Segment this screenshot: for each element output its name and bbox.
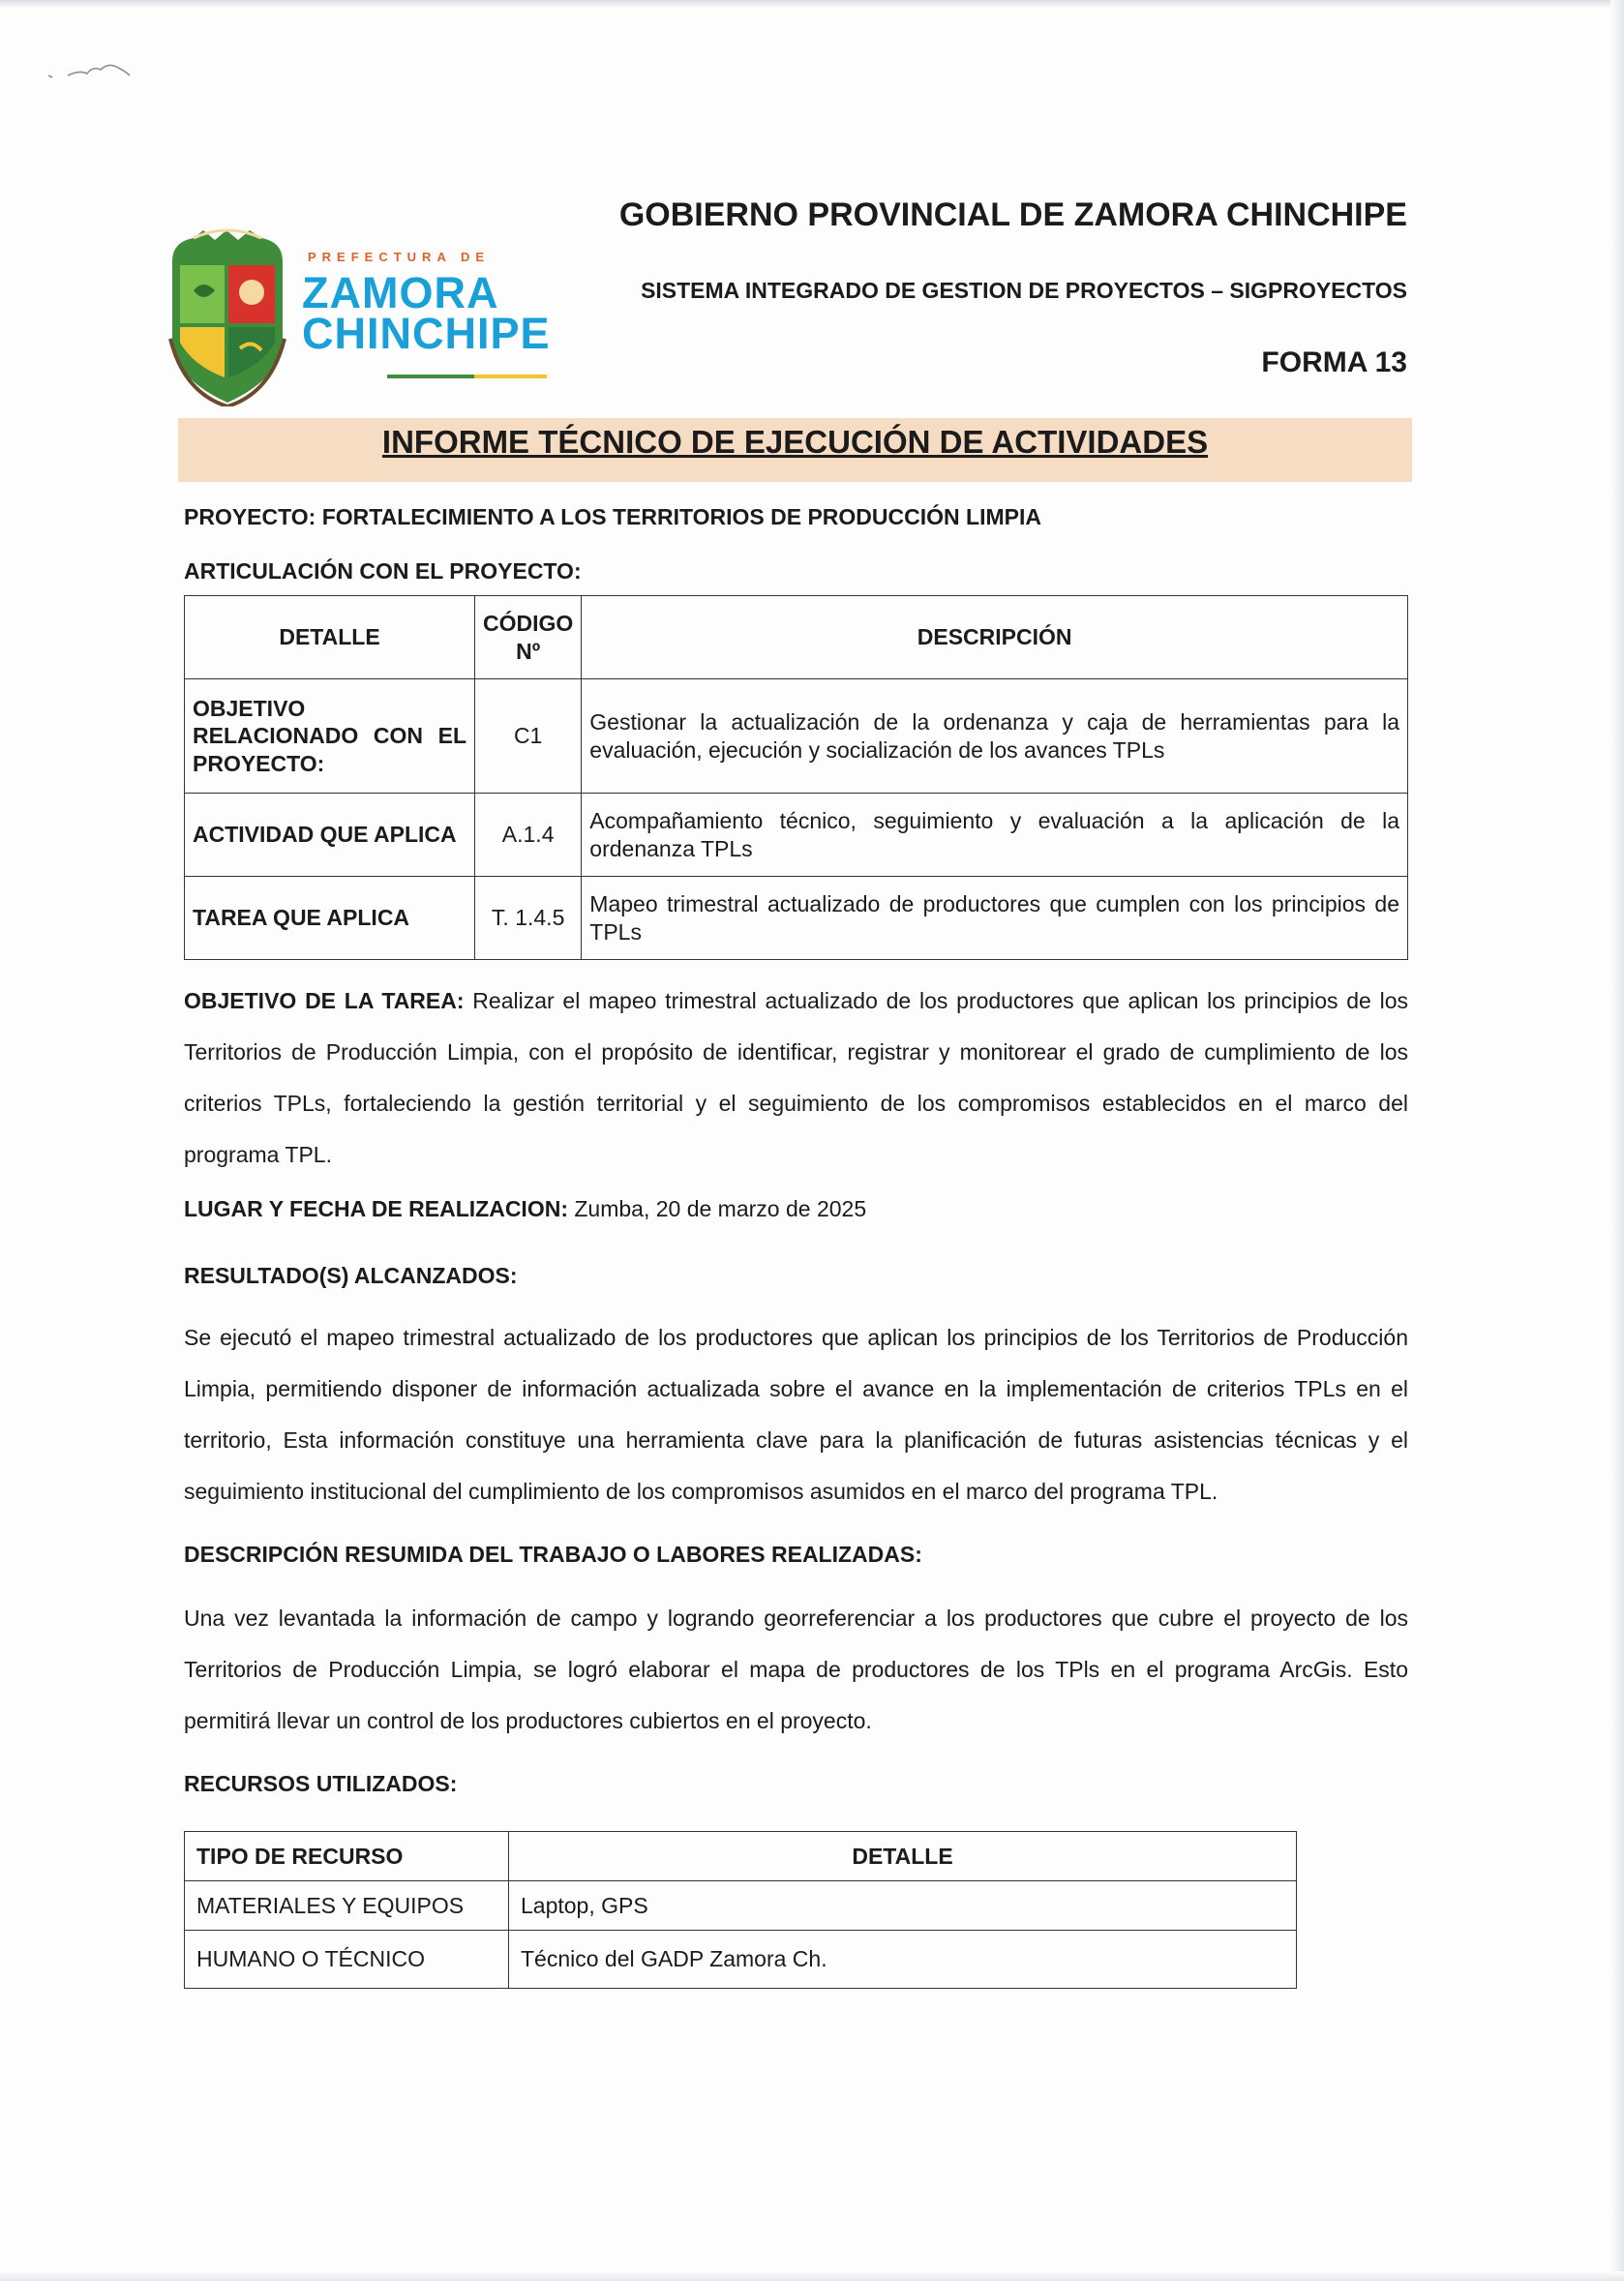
table-header-row <box>185 1832 1297 1881</box>
articulation-table <box>184 595 1408 960</box>
row-codigo: T. 1.4.5 <box>475 877 582 960</box>
header-detalle: DETALLE <box>509 1832 1297 1881</box>
row-detalle: ACTIVIDAD QUE APLICA <box>185 794 475 877</box>
row-descripcion: Acompañamiento técnico, seguimiento y evaluación a la aplicación de la ordenanza TPLs <box>582 794 1408 877</box>
recursos-table <box>184 1831 1297 1989</box>
articulation-label: ARTICULACIÓN CON EL PROYECTO: <box>184 558 582 584</box>
table-row <box>185 1931 1297 1989</box>
table-row <box>185 679 1408 794</box>
document-title: INFORME TÉCNICO DE EJECUCIÓN DE ACTIVIDADES <box>381 424 1209 460</box>
header-title: GOBIERNO PROVINCIAL DE ZAMORA CHINCHIPE <box>618 196 1407 233</box>
row-detalle: OBJETIVO RELACIONADO CON EL PROYECTO: <box>185 679 475 794</box>
scan-top-edge <box>0 0 1624 8</box>
lugar-fecha-line <box>184 1184 1408 1235</box>
objetivo-tarea-text: Realizar el mapeo trimestral actualizado de los productores que aplican los principios de los Territorios de Producción Limpia, con el propósito de identificar, registrar y monitorear el grado de cumplimiento de los criterios TPLs, fortaleciendo la gestión territorial y el seguimiento de los compromisos establecidos en el marco del programa TPL. <box>184 988 1408 1167</box>
lugar-fecha-value: Zumba, 20 de marzo de 2025 <box>574 1196 867 1221</box>
table-row <box>185 794 1408 877</box>
table-header-row <box>185 596 1408 679</box>
scan-bottom-edge <box>0 2271 1624 2281</box>
form-number: FORMA 13 <box>1261 346 1407 378</box>
objetivo-tarea-paragraph <box>184 975 1408 1181</box>
row-tipo: HUMANO O TÉCNICO <box>185 1931 509 1989</box>
recursos-heading: RECURSOS UTILIZADOS: <box>184 1771 458 1796</box>
row-codigo: C1 <box>475 679 582 794</box>
handwritten-mark <box>29 39 155 97</box>
table-row <box>185 1881 1297 1931</box>
logo-small-text: PREFECTURA DE <box>308 250 491 264</box>
logo-underline <box>387 375 547 378</box>
header-subtitle: SISTEMA INTEGRADO DE GESTION DE PROYECTOS – SIGPROYECTOS <box>641 278 1407 303</box>
row-detalle: TAREA QUE APLICA <box>185 877 475 960</box>
header-codigo: CÓDIGO Nº <box>475 596 582 679</box>
resultados-text: Se ejecutó el mapeo trimestral actualizado de los productores que aplican los principios de los Territorios de Producción Limpia, permitiendo disponer de información actualizada sobre el avance en la implementación de criterios TPLs en el territorio, Esta información constituye una herramienta clave para la planificación de futuras asistencias técnicas y el seguimiento institucional del cumplimiento de los compromisos asumidos en el marco del programa TPL. <box>184 1325 1408 1504</box>
row-descripcion: Gestionar la actualización de la ordenanza y caja de herramientas para la evaluación, ejecución y socialización de los avances TPLs <box>582 679 1408 794</box>
row-detalle: Técnico del GADP Zamora Ch. <box>509 1931 1297 1989</box>
descripcion-text: Una vez levantada la información de campo y logrando georreferenciar a los productores que cubre el proyecto de los Territorios de Producción Limpia, se logró elaborar el mapa de productores de los TPls en el programa ArcGis. Esto permitirá llevar un control de los productores cubiertos en el proyecto. <box>184 1606 1408 1733</box>
row-tipo: MATERIALES Y EQUIPOS <box>185 1881 509 1931</box>
header-detalle: DETALLE <box>185 596 475 679</box>
scan-right-edge <box>1610 0 1624 2281</box>
header-tipo-recurso: TIPO DE RECURSO <box>185 1832 509 1881</box>
resultados-heading: RESULTADO(S) ALCANZADOS: <box>184 1263 518 1288</box>
descripcion-heading: DESCRIPCIÓN RESUMIDA DEL TRABAJO O LABORES REALIZADAS: <box>184 1542 922 1567</box>
lugar-fecha-label: LUGAR Y FECHA DE REALIZACION: <box>184 1196 568 1221</box>
header-descripcion: DESCRIPCIÓN <box>582 596 1408 679</box>
row-descripcion: Mapeo trimestral actualizado de productores que cumplen con los principios de TPLs <box>582 877 1408 960</box>
logo-chinchipe-text: CHINCHIPE <box>302 309 551 358</box>
project-line: PROYECTO: FORTALECIMIENTO A LOS TERRITORIOS DE PRODUCCIÓN LIMPIA <box>184 504 1041 529</box>
table-row <box>185 877 1408 960</box>
row-detalle: Laptop, GPS <box>509 1881 1297 1931</box>
logo-zamora-text: ZAMORA <box>302 268 499 317</box>
row-codigo: A.1.4 <box>475 794 582 877</box>
objetivo-tarea-label: OBJETIVO DE LA TAREA: <box>184 988 465 1013</box>
